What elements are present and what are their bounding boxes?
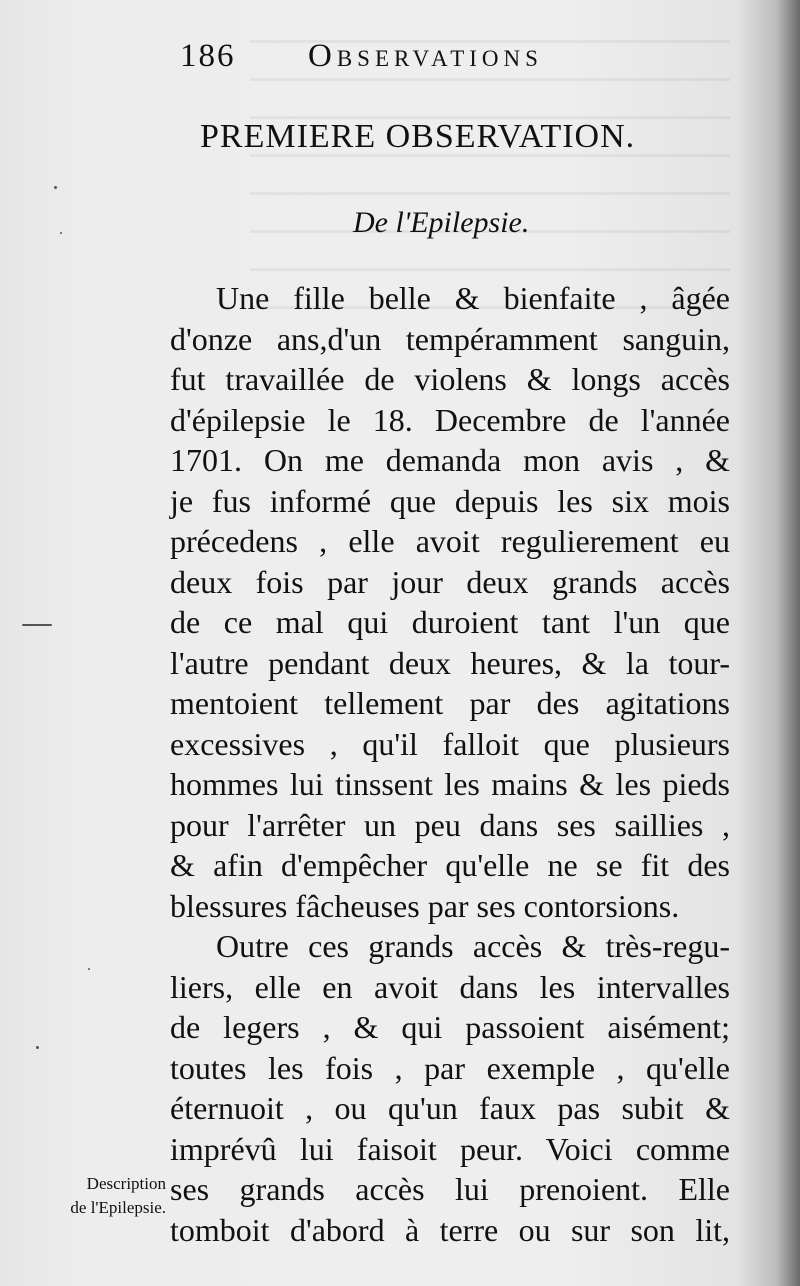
text-line: mentoient tellement par des agitations	[170, 685, 730, 721]
paper-speck	[54, 186, 57, 189]
text-line: l'autre pendant deux heures, & la tour-	[170, 644, 730, 681]
text-line: de legers , & qui passoient aisément;	[170, 1009, 730, 1045]
margin-note-line: de l'Epilepsie.	[70, 1198, 166, 1217]
text-line: deux fois par jour deux grands accès	[170, 563, 730, 600]
text-line: Une fille belle & bienfaite , âgée	[216, 280, 730, 316]
margin-note-line: Description	[86, 1174, 166, 1193]
text-line: Outre ces grands accès & très-regu-	[216, 928, 730, 964]
running-title: Observations	[308, 38, 543, 74]
text-line: d'épilepsie le 18. Decembre de l'année	[170, 401, 730, 438]
text-line: hommes lui tinssent les mains & les pieds	[170, 766, 730, 802]
text-line: tomboit d'abord à terre ou sur son lit,	[170, 1211, 730, 1248]
text-line: liers, elle en avoit dans les intervalles	[170, 968, 730, 1005]
text-line: ses grands accès lui prenoient. Elle	[170, 1171, 730, 1207]
paper-speck	[22, 624, 52, 626]
observation-heading: PREMIERE OBSERVATION.	[200, 118, 636, 155]
text-line: toutes les fois , par exemple , qu'elle	[170, 1049, 730, 1086]
text-line: & afin d'empêcher qu'elle ne se fit des	[170, 847, 730, 883]
text-line: 1701. On me demanda mon avis , &	[170, 442, 730, 478]
text-line: fut travaillée de violens & longs accès	[170, 361, 730, 397]
observation-subheading: De l'Epilepsie.	[353, 206, 530, 239]
text-line: d'onze ans,d'un tempéramment sanguin,	[170, 320, 730, 357]
text-line: éternuoit , ou qu'un faux pas subit &	[170, 1090, 730, 1126]
running-head	[180, 38, 660, 88]
text-line: excessives , qu'il falloit que plusieurs	[170, 725, 730, 762]
text-line: imprévû lui faisoit peur. Voici comme	[170, 1130, 730, 1167]
page-number: 186	[180, 38, 236, 74]
text-line: blessures fâcheuses par ses contorsions.	[170, 887, 680, 924]
body-text	[170, 278, 730, 1250]
paper-speck	[60, 232, 62, 234]
margin-note	[18, 1172, 166, 1220]
text-line: de ce mal qui duroient tant l'un que	[170, 604, 730, 640]
text-line: je fus informé que depuis les six mois	[170, 482, 730, 519]
paper-speck	[36, 1046, 39, 1049]
text-line: précedens , elle avoit regulierement eu	[170, 523, 730, 559]
paper-speck	[88, 968, 90, 970]
text-line: pour l'arrêter un peu dans ses saillies ,	[170, 806, 730, 843]
